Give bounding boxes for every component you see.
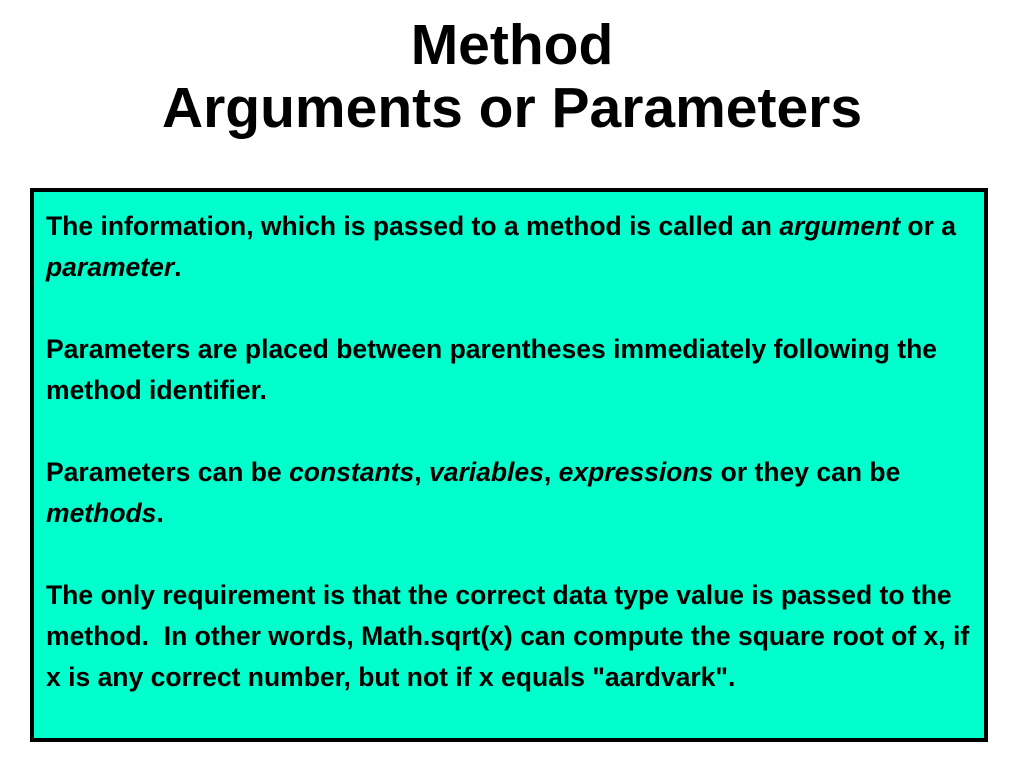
paragraph-definition-text-b: or a [900, 211, 957, 241]
paragraph-definition [46, 206, 981, 288]
paragraph-kinds-sep-2: , [543, 457, 559, 487]
term-parameter: parameter [46, 252, 175, 282]
title-line-1: Method [410, 13, 614, 77]
slide-title [0, 14, 1024, 140]
title-line-2: Arguments or Parameters [161, 76, 863, 140]
paragraph-placement: Parameters are placed between parentheses immediately following the method identifier. [46, 334, 938, 405]
paragraph-kinds [46, 452, 981, 534]
paragraph-kinds-text-a: Parameters can be [46, 457, 290, 487]
term-methods: methods [46, 498, 157, 528]
term-constants: constants [289, 457, 415, 487]
paragraph-kinds-text-b: or they can be [713, 457, 901, 487]
content-box [30, 188, 988, 742]
content-text [46, 206, 981, 698]
paragraph-kinds-text-c: . [156, 498, 164, 528]
paragraph-definition-text-c: . [174, 252, 182, 282]
paragraph-requirement: The only requirement is that the correct data type value is passed to the method. In other words, Math.sqrt(x) can compute the square root of x, if x is any correct number, but not if x equals "aardvark". [46, 580, 977, 692]
paragraph-kinds-sep-1: , [414, 457, 429, 487]
term-variables: variables [428, 457, 544, 487]
term-argument: argument [779, 211, 901, 241]
term-expressions: expressions [558, 457, 714, 487]
paragraph-definition-text-a: The information, which is passed to a method is called an [46, 211, 780, 241]
